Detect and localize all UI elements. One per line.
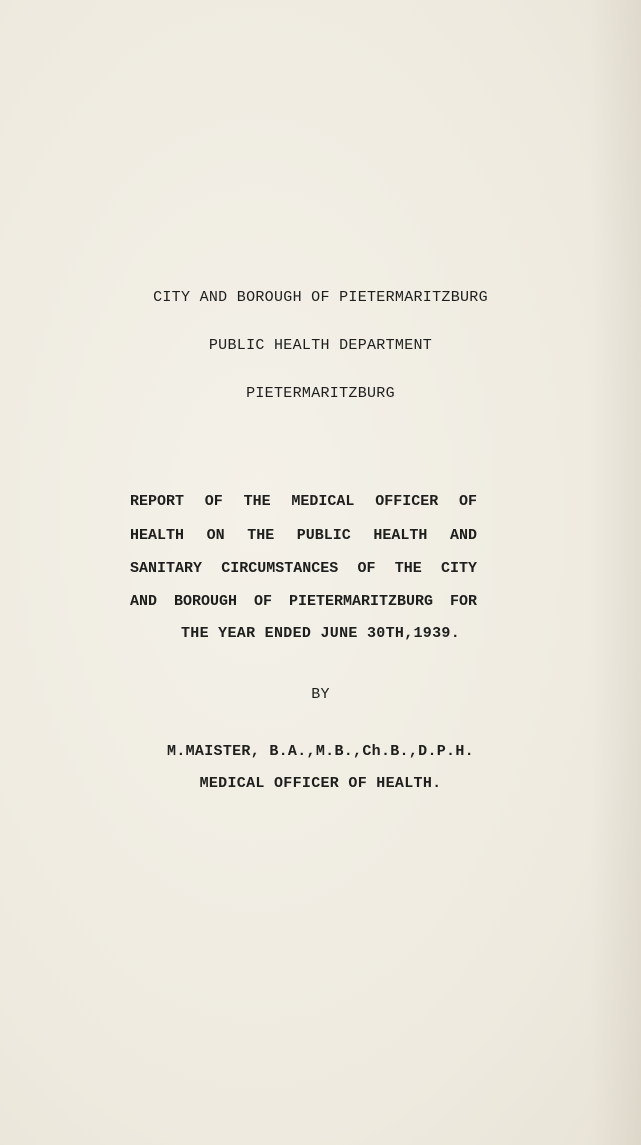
- title-word: OF: [357, 560, 376, 577]
- title-word: OF: [253, 593, 272, 610]
- title-word: ON: [206, 527, 225, 544]
- title-word: BOROUGH: [173, 593, 237, 610]
- title-row-3: [130, 560, 477, 578]
- title-word: THE: [247, 527, 275, 544]
- title-word: CIRCUMSTANCES: [221, 560, 339, 577]
- header-city-borough: CITY AND BOROUGH OF PIETERMARITZBURG: [153, 289, 488, 306]
- title-word: PUBLIC: [296, 527, 351, 544]
- byline-by: BY: [311, 686, 330, 703]
- title-word: OFFICER: [375, 493, 439, 510]
- title-word: PIETERMARITZBURG: [288, 593, 433, 610]
- header-city: PIETERMARITZBURG: [246, 385, 395, 402]
- title-word: OF: [458, 493, 477, 510]
- author-name: M.MAISTER, B.A.,M.B.,Ch.B.,D.P.H.: [167, 743, 474, 760]
- title-word: AND: [130, 593, 158, 610]
- title-word: SANITARY: [130, 560, 203, 577]
- title-word: REPORT: [130, 493, 185, 510]
- title-word: HEALTH: [373, 527, 428, 544]
- title-word: OF: [204, 493, 223, 510]
- title-word: THE: [394, 560, 422, 577]
- title-word: FOR: [449, 593, 477, 610]
- title-row-2: [130, 527, 477, 545]
- title-row-4: [130, 593, 477, 611]
- title-word: CITY: [440, 560, 477, 577]
- title-word: THE: [243, 493, 271, 510]
- title-row-1: [130, 493, 477, 511]
- title-word: HEALTH: [130, 527, 185, 544]
- title-word: AND: [449, 527, 477, 544]
- title-row-5: THE YEAR ENDED JUNE 30TH,1939.: [180, 625, 461, 642]
- title-word: MEDICAL: [291, 493, 355, 510]
- author-position: MEDICAL OFFICER OF HEALTH.: [199, 775, 442, 792]
- header-department: PUBLIC HEALTH DEPARTMENT: [208, 337, 433, 354]
